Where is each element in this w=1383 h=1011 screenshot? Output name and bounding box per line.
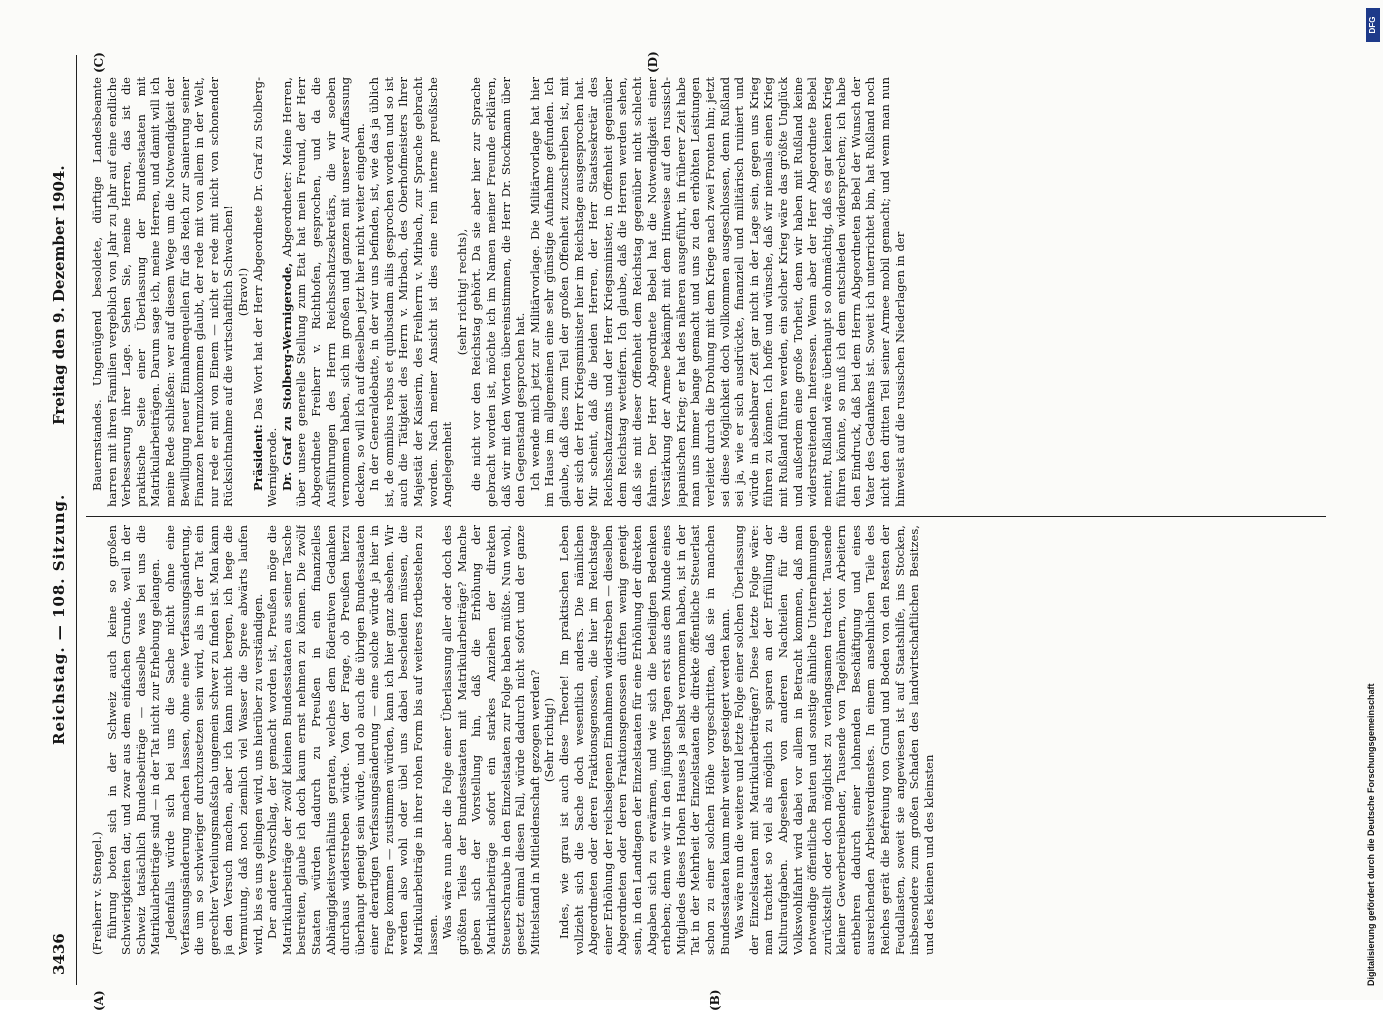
speaker-name: Präsident:: [251, 424, 265, 491]
section-marker-b: (B): [708, 990, 722, 1011]
paragraph: führung boten sich in der Schweiz auch keine so großen Schwierigkeiten dar, und zwar aus dem einfachen Grunde, weil in der Schweiz tatsächlich Bundesbeiträge — dasselbe was bei uns die Matrikularbeiträge sind — in der Tat nicht zur Erhebung gelangen.: [105, 525, 163, 955]
section-marker-c: (C): [92, 52, 106, 73]
rotated-newspaper-sheet: [46, 55, 1336, 985]
speaker-text: Das Wort hat der Herr Abgeordnete Dr. Graf zu Stolberg-Wernigerode.: [251, 77, 280, 507]
president-statement: [251, 77, 280, 507]
right-column: [90, 77, 1320, 507]
page-number: 3436: [46, 933, 72, 975]
page-title: Reichstag. — 108. Sitzung.: [46, 494, 72, 745]
dfg-logo: DFG: [1366, 8, 1380, 42]
graf-statement: [280, 77, 368, 507]
paragraph: Was wäre nun die weitere und letzte Folge einer solchen Überlassung der Einzelstaaten mit Matrikularbeiträgen? Diese letzte Folge wäre: man trachtet so viel als möglich zu sparen an der Erfüllung der Kulturaufgaben. Abgesehen von anderen Nachteilen für die Volkswohlfahrt wird dabei vor allem in Betracht kommen, daß man notwendige öffentliche Bauten und sonstige ähnliche Unternehmungen zurückstellt oder doch möglichst zu verlangsamen trachtet. Tausende kleiner Gewerbetreibender, Tausende von Tagelöhnern, von Arbeitern entbehren dadurch einer lohnenden Beschäftigung und eines ausreichenden Arbeitsverdienstes. In einem ansehnlichen Teile des Reiches gerät die Befreiung von Grund und Boden von den Resten der Feudallasten, soweit sie angewiesen ist auf Staatshilfe, ins Stocken, insbesondere zum großen Schaden des landwirtschaftlichen Besitzes, und des kleinen und des kleinsten: [732, 525, 936, 955]
page-date: Freitag den 9. Dezember 1904.: [46, 165, 72, 425]
speaker-text: Abgeordneter: Meine Herren, über unsere generelle Stellung zum Etat hat mein Freund, der Herr Abgeordnete Freiherr v. Richthofen, gesprochen, und da die Ausführungen des Herrn Reichsschatzsekretärs, die wir soeben vernommen haben, sich im großen und ganzen mit unserer Auffassung decken, so will ich auf dieselben jetzt hier nicht weiter eingehen.: [280, 77, 367, 507]
paragraph: Der andere Vorschlag, der gemacht worden ist, Preußen möge die Matrikularbeiträge der zwölf kleinen Bundesstaaten aus seiner Tasche bestreiten, glaube ich doch kaum ernst nehmen zu können. Die zwölf Staaten würden dadurch zu Preußen in ein finanzielles Abhängigkeitsverhältnis geraten, welches dem föderativen Gedanken durchaus widerstreben würde. Von der Frage, ob Preußen hierzu überhaupt geneigt sein würde, und ob auch die übrigen Bundesstaaten einer derartigen Verfassungsänderung — eine solche würde ja hier in Frage kommen — zustimmen würden, kann ich hier ganz absehen. Wir werden also wohl oder übel uns dabei bescheiden müssen, die Matrikularbeiträge in ihrer rohen Form bis auf weiteres fortbestehen zu lassen.: [265, 525, 440, 955]
paragraph: Indes, wie grau ist auch diese Theorie! Im praktischen Leben vollzieht sich die Sache doch wesentlich anders. Die nämlichen Abgeordneten oder deren Fraktionsgenossen, die hier im Reichstage einer Erhöhung der reichseigenen Einnahmen widerstreben — dieselben Abgeordneten oder deren Fraktionsgenossen dürften wenig geneigt sein, in den Landtagen der Einzelstaaten für eine Erhöhung der direkten Abgaben sich zu erwärmen, und wie sich die beteiligten Bedenken erheben; denn wie wir in den jüngsten Tagen erst aus dem Munde eines Mitgliedes dieses Hohen Hauses ja selbst vernommen haben, ist in der Tat in der Mehrheit der Einzelstaaten die direkte öffentliche Steuerlast schon zu einer solchen Höhe vorgeschritten, daß sie in manchen Bundesstaaten kaum mehr weiter gesteigert werden kann.: [557, 525, 732, 955]
section-marker-a: (A): [92, 990, 106, 1011]
left-column: [90, 525, 1320, 955]
applause: (Bravo!): [236, 77, 251, 507]
paragraph: Jedenfalls würde sich bei uns die Sache nicht ohne eine Verfassungsänderung machen lassen, ohne eine Verfassungsänderung, die um so schwieriger durchzusetzen sein wird, als in der Tat ein gerechter Verteilungsmaßstab ungemein schwer zu finden ist. Man kann ja den Versuch machen, aber ich kann nicht bergen, ich hege die Vermutung, daß noch ziemlich viel Wasser die Spree abwärts laufen wird, bis es uns gelingen wird, uns hierüber zu verständigen.: [163, 525, 265, 955]
paragraph: In der Generaldebatte, in der wir uns befinden, ist, wie das ja üblich ist, de omnibus rebus et quibusdam aliis gesprochen worden und so ist auch die Tätigkeit des Herrn v. Mirbach, des Oberhofmeisters Ihrer Majestät der Kaiserin, des Freiherrn v. Mirbach, zur Sprache gebracht worden. Nach meiner Ansicht ist dies eine rein interne preußische Angelegenheit: [367, 77, 455, 507]
header-rule: [76, 55, 77, 985]
paragraph: die nicht vor den Reichstag gehört. Da sie aber hier zur Sprache gebracht worden ist, möchte ich im Namen meiner Freunde erklären, daß wir mit den Worten übereinstimmen, die Herr Dr. Stockmann über den Gegenstand gesprochen hat.: [469, 77, 527, 507]
interjection: (sehr richtig! rechts),: [455, 77, 470, 507]
digitization-credit: Digitalisierung gefördert durch die Deutsche Forschungsgemeinschaft: [1366, 0, 1380, 986]
paragraph: Bauernstandes. Ungenügend besoldete, dürftige Landesbeamte harren mit ihren Familien vergeblich von Jahr zu Jahr auf eine endliche Verbesserung ihrer Lage. Sehen Sie, meine Herren, das ist die praktische Seite einer Überlassung der Bundesstaaten mit Matrikularbeiträgen. Darum sage ich, meine Herren, und damit will ich meine Rede schließen: wer auf diesem Wege um die Notwendigkeit der Bewilligung neuer Einnahmequellen für das Reich zur Sanierung seiner Finanzen herumzukommen glaubt, der rede mit von allem in der Welt, nur rede er mit von Einem — nicht er rede mit nicht von schonender Rücksichtnahme auf die wirtschaftlich Schwachen!: [90, 77, 236, 507]
speaker-name: Dr. Graf zu Stolberg-Wernigerode,: [280, 263, 294, 491]
section-marker-d: (D): [646, 51, 660, 73]
paragraph: Was wäre nun aber die Folge einer Überlassung aller oder doch des größten Teiles der Bundesstaaten mit Matrikularbeiträge? Manche geben sich der Vorstellung hin, daß die Erhöhung der Matrikularbeiträge sofort ein starkes Anziehen der direkten Steuerschraube in den Einzelstaaten zur Folge haben müßte. Nun wohl, gesetzt einmal diesen Fall, würde dadurch nicht sofort und der ganze Mittelstand in Mitleidenschaft gezogen werden?: [440, 525, 542, 955]
paragraph: Ich wende mich jetzt zur Militärvorlage. Die Militärvorlage hat hier im Hause im allgemeinen eine sehr günstige Aufnahme gefunden. Ich glaube, daß dies zum Teil der großen Offenheit zuzuschreiben ist, mit der sich der Herr Kriegsminister hier im Reichstage ausgesprochen hat. Mir scheint, daß die beiden Herren, der Herr Staatssekretär des Reichsschatzamts und der Herr Kriegsminister, in Offenheit gegenüber dem Reichstag wetteifern. Ich glaube, daß die Herren werden sehen, daß sie mit dieser Offenheit dem Reichstag gegenüber nicht schlecht fahren. Der Herr Abgeordnete Bebel hat die Notwendigkeit einer Verstärkung der Armee bekämpft mit dem Hinweise auf den russisch-japanischen Krieg; er hat des näheren ausgeführt, in früherer Zeit habe man uns immer bange gemacht und uns zu den erhöhten Leistungen verleitet durch die Drohung mit dem Kriege nach zwei Fronten hin; jetzt sei diese Möglichkeit doch vollkommen ausgeschlossen, denn Rußland sei ja, wie er sich ausdrückte, finanziell und militärisch ruiniert und würde in absehbarer Zeit gar nicht in der Lage sein, gegen uns Krieg führen zu können. Ich hoffe und wünsche, daß wir niemals einen Krieg mit Rußland führen werden, ein solcher Krieg wäre das größte Unglück und außerdem eine große Torheit, denn wir haben mit Rußland keine widerstreitenden Interessen. Wenn aber der Herr Abgeordnete Bebel meint, Rußland wäre überhaupt so ohnmächtig, daß es gar keinen Krieg führen könnte, so muß ich dem entschieden widersprechen; ich habe den Eindruck, daß bei dem Herrn Abgeordneten Bebel der Wunsch der Vater des Gedankens ist. Soweit ich unterrichtet bin, hat Rußland noch nicht den dritten Teil seiner Armee mobil gemacht; und wenn man nun hinweist auf die russischen Niederlagen in der: [528, 77, 907, 507]
interjection: (Sehr richtig!): [542, 525, 557, 955]
column-divider: [86, 516, 1326, 517]
speaker-context: (Freiherr v. Stengel.): [90, 525, 105, 955]
